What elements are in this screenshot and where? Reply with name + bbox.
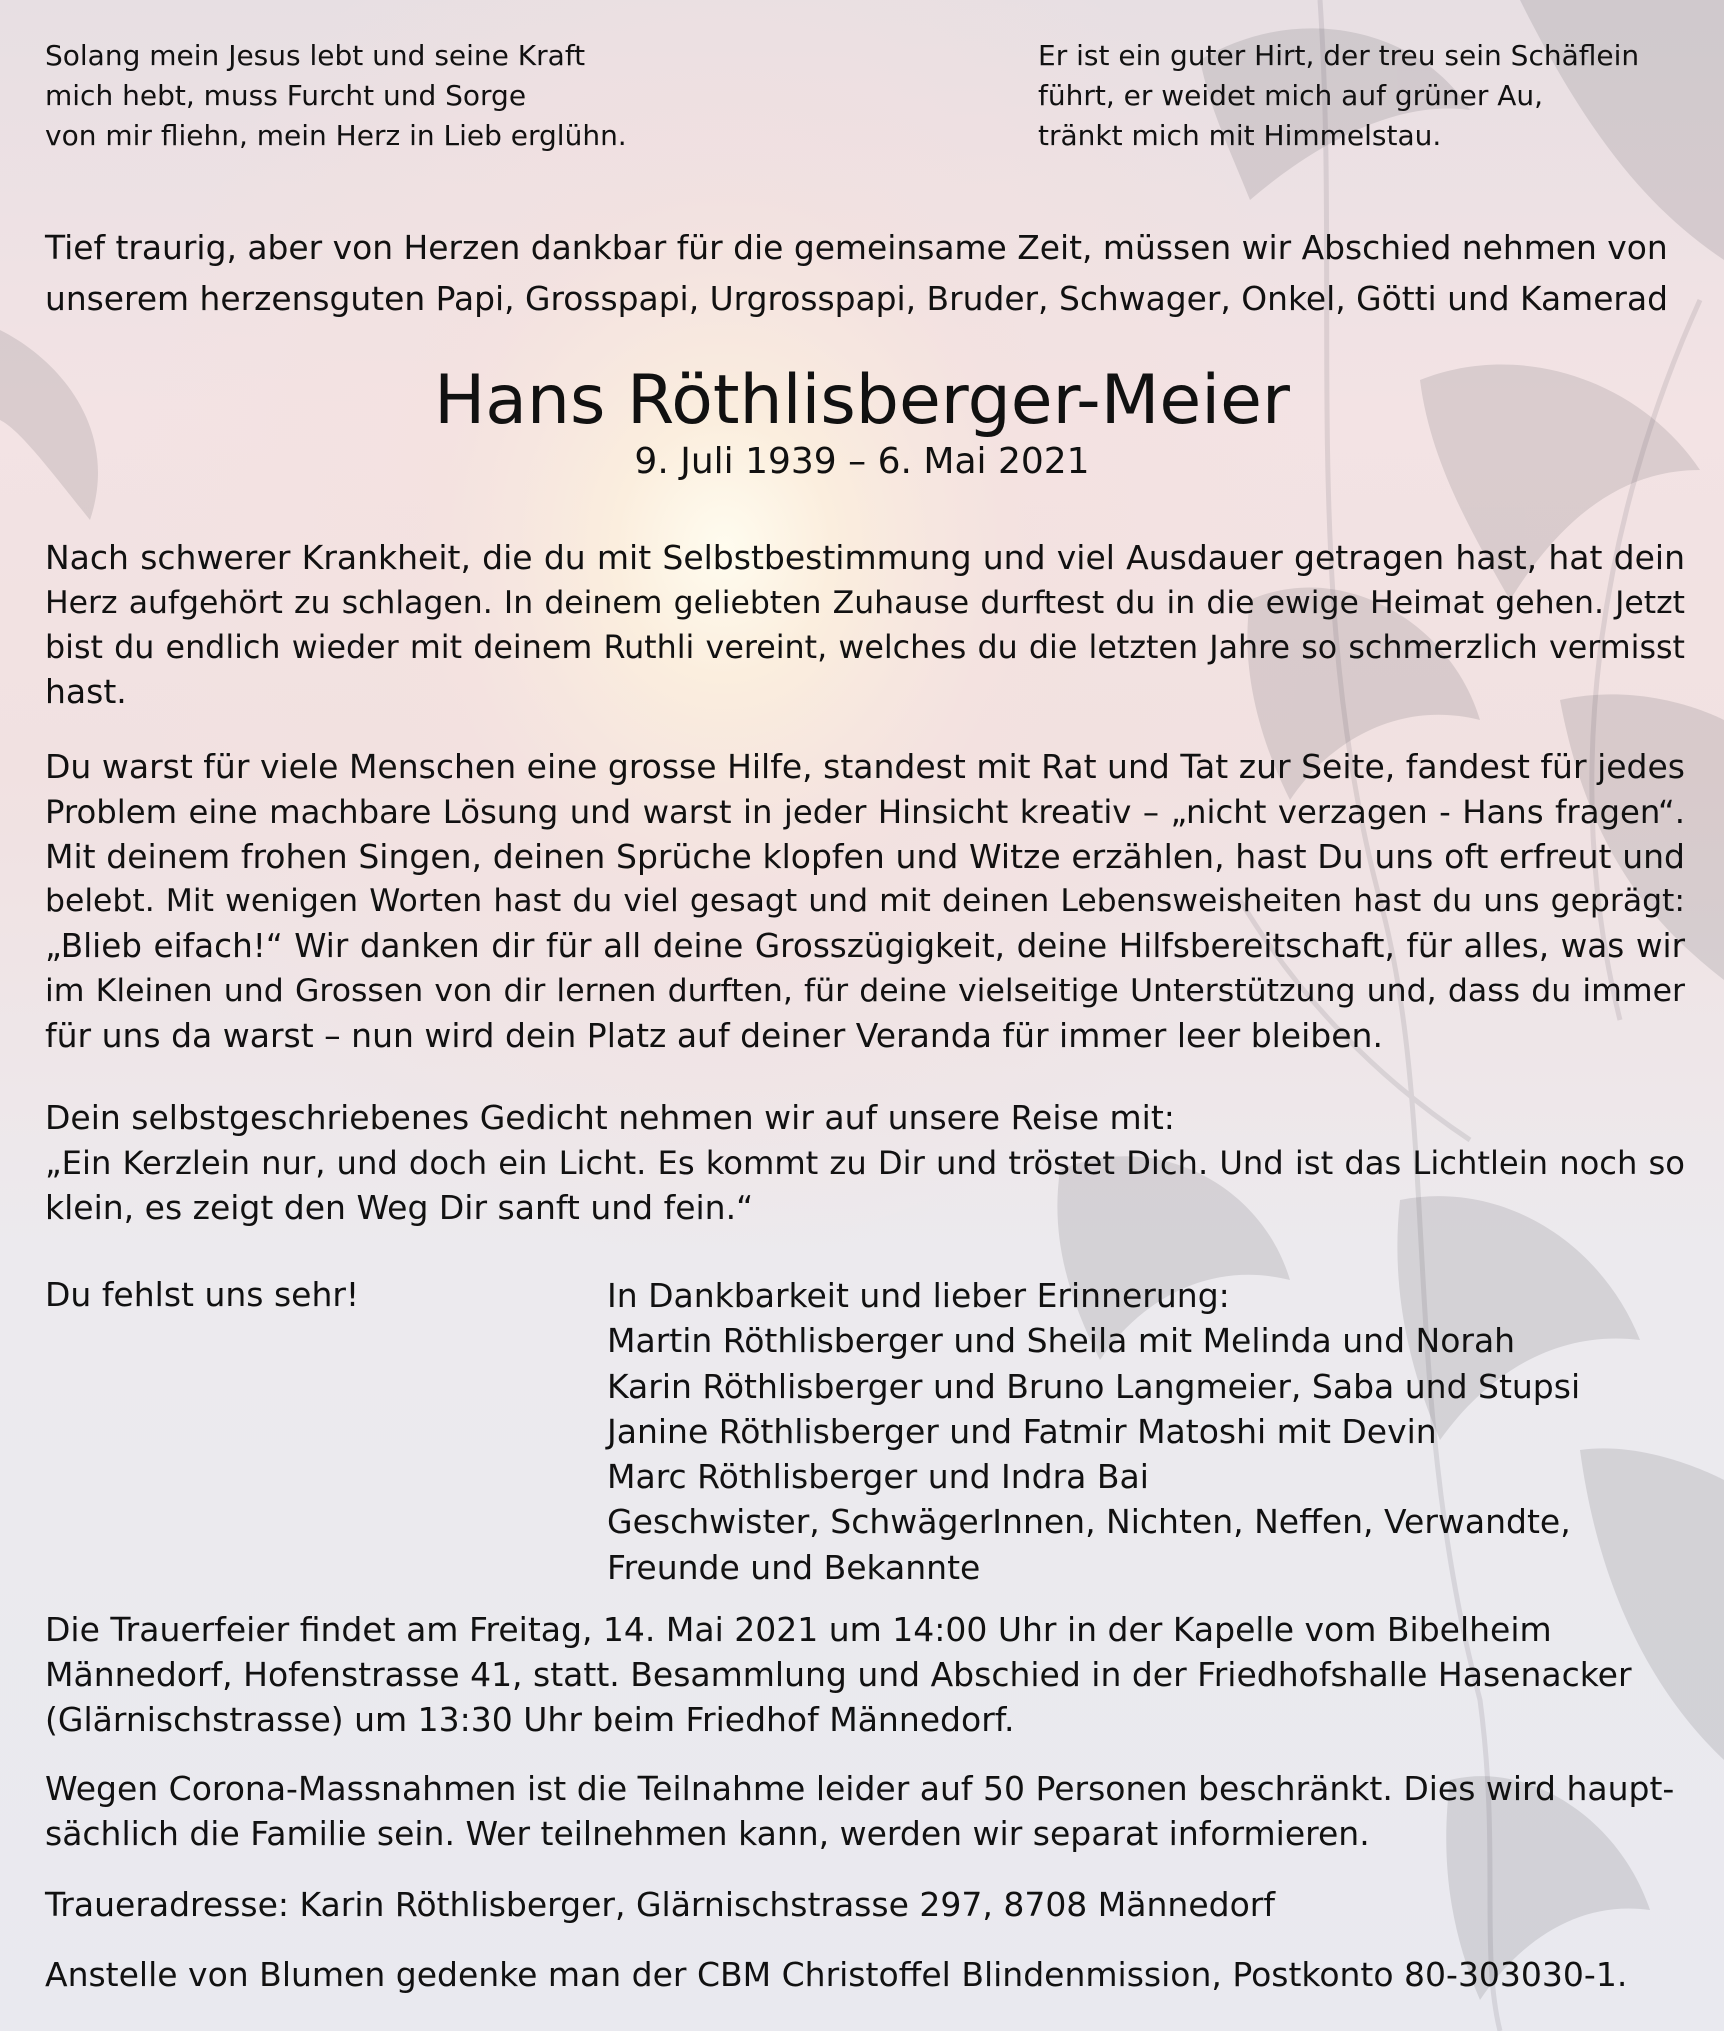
paragraph-line: Nach schwerer Krankheit, die du mit Selbstbestimmung und viel Ausdauer getragen hast, hat dein (45, 538, 1685, 577)
mourners-line: In Dankbarkeit und lieber Erinnerung: (607, 1276, 1230, 1315)
poem-line: „Ein Kerzlein nur, und doch ein Licht. Es kommt zu Dir und tröstet Dich. Und ist das Lichtlein noch so (45, 1143, 1685, 1182)
address-line: Traueradresse: Karin Röthlisberger, Glärnischstrasse 297, 8708 Männedorf (45, 1885, 1275, 1924)
poem-line: klein, es zeigt den Weg Dir sanft und fein.“ (45, 1187, 754, 1227)
paragraph-line: hast. (45, 672, 127, 712)
funeral-line: Männedorf, Hofenstrasse 41, statt. Besammlung und Abschied in der Friedhofshalle Hasenacker (45, 1654, 1632, 1694)
corona-notice (45, 1767, 1685, 1857)
paragraph-tribute (45, 745, 1685, 1059)
funeral-info (45, 1608, 1685, 1742)
closing-phrase: Du fehlst uns sehr! (45, 1275, 360, 1314)
donation-line: Anstelle von Blumen gedenke man der CBM Christoffel Blindenmission, Postkonto 80-303030-1. (45, 1955, 1628, 1994)
mourners-line: Marc Röthlisberger und Indra Bai (607, 1457, 1149, 1497)
verse-line: Er ist ein guter Hirt, der treu sein Schäflein (1038, 39, 1640, 72)
verse-line: Solang mein Jesus lebt und seine Kraft (45, 39, 586, 72)
paragraph-line: „Blieb eifach!“ Wir danken dir für all deine Grosszügigkeit, deine Hilfsbereitschaft, für alles, was wir (45, 927, 1685, 966)
mourners-list (607, 1273, 1580, 1590)
mourners-line: Janine Röthlisberger und Fatmir Matoshi mit Devin (607, 1411, 1437, 1451)
intro-line: Tief traurig, aber von Herzen dankbar für die gemeinsame Zeit, müssen wir Abschied nehmen von (45, 228, 1668, 267)
verse-left (45, 36, 627, 156)
paragraph-line: Du warst für viele Menschen eine grosse Hilfe, standest mit Rat und Tat zur Seite, fandest für jedes (45, 747, 1685, 786)
deceased-name: Hans Röthlisberger-Meier (434, 361, 1290, 440)
paragraph-line: Mit deinem frohen Singen, deinen Sprüche klopfen und Witze erzählen, hast Du uns oft erfreut und (45, 836, 1685, 876)
corona-line: sächlich die Familie sein. Wer teilnehmen kann, werden wir separat informieren. (45, 1813, 1370, 1853)
paragraph-line: im Kleinen und Grossen von dir lernen durften, für deine vielseitige Unterstützung und, dass du immer (45, 972, 1685, 1009)
verse-line: führt, er weidet mich auf grüner Au, (1038, 79, 1544, 112)
mourners-line: Geschwister, SchwägerInnen, Nichten, Neffen, Verwandte, (607, 1502, 1571, 1542)
poem (45, 1096, 1685, 1230)
corona-line: Wegen Corona-Massnahmen ist die Teilnahme leider auf 50 Personen beschränkt. Dies wird haupt- (45, 1769, 1675, 1808)
paragraph-illness (45, 536, 1685, 715)
paragraph-line: Herz aufgehört zu schlagen. In deinem geliebten Zuhause durftest du in die ewige Heimat gehen. Jetzt (45, 584, 1685, 621)
mourning-address (45, 1883, 1685, 1928)
paragraph-line: für uns da warst – nun wird dein Platz auf deiner Veranda für immer leer bleiben. (45, 1015, 1383, 1055)
intro-text (45, 222, 1685, 324)
funeral-line: Die Trauerfeier findet am Freitag, 14. Mai 2021 um 14:00 Uhr in der Kapelle vom Bibelheim (45, 1610, 1552, 1649)
paragraph-line: bist du endlich wieder mit deinem Ruthli vereint, welches du die letzten Jahre so schmerzlich vermisst (45, 629, 1685, 666)
verse-line: tränkt mich mit Himmelstau. (1038, 119, 1442, 152)
verse-line: mich hebt, muss Furcht und Sorge (45, 79, 527, 112)
mourners-line: Martin Röthlisberger und Sheila mit Melinda und Norah (607, 1321, 1516, 1361)
life-dates: 9. Juli 1939 – 6. Mai 2021 (634, 441, 1090, 482)
funeral-line: (Glärnischstrasse) um 13:30 Uhr beim Friedhof Männedorf. (45, 1699, 1015, 1739)
poem-line: Dein selbstgeschriebenes Gedicht nehmen wir auf unsere Reise mit: (45, 1098, 1175, 1137)
mourners-line: Karin Röthlisberger und Bruno Langmeier, Saba und Stupsi (607, 1366, 1581, 1406)
paragraph-line: Problem eine machbare Lösung und warst in jeder Hinsicht kreativ – „nicht verzagen - Hans fragen“. (45, 792, 1685, 831)
donation-note (45, 1953, 1685, 1998)
mourners-line: Freunde und Bekannte (607, 1547, 981, 1587)
intro-line: unserem herzensguten Papi, Grosspapi, Urgrosspapi, Bruder, Schwager, Onkel, Götti und Kamerad (45, 279, 1668, 318)
paragraph-line: belebt. Mit wenigen Worten hast du viel gesagt und mit deinen Lebensweisheiten hast du uns geprägt: (45, 883, 1685, 920)
verse-right (1038, 36, 1639, 156)
verse-line: von mir fliehn, mein Herz in Lieb erglühn. (45, 119, 627, 152)
